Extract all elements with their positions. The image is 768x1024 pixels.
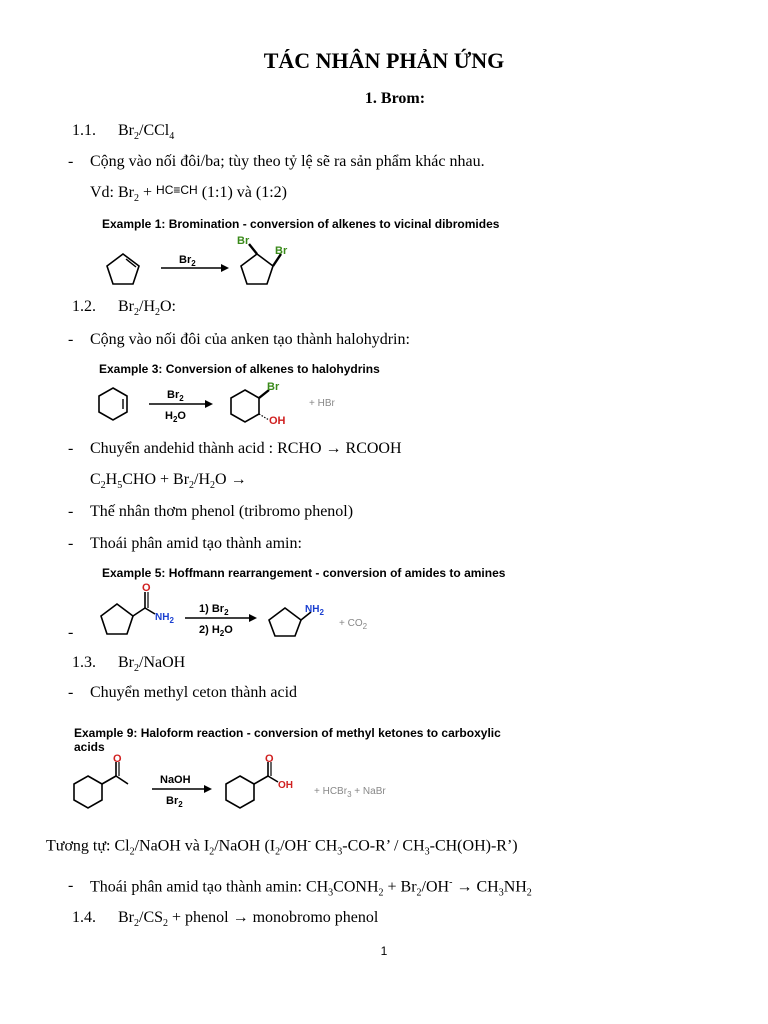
text-methyl-ceton: Chuyển methyl ceton thành acid (90, 684, 298, 701)
example-9-title-line2: acids (74, 740, 105, 754)
oh-label: OH (278, 780, 293, 791)
hash-bond (259, 414, 269, 420)
equation-andehid: $C_2H_5CHO + Br_2/H_2O$ → (90, 471, 247, 492)
text-amid-equation: Thoái phân amid tạo thành amin: $CH_3CONH_2 + Br_2/OH^- \to CH_3NH_2$ (90, 877, 532, 899)
step-2: 2) $H_2O$ (199, 624, 233, 638)
bullet-dash: - (68, 331, 74, 348)
bullet-dash: - (68, 684, 74, 701)
bullet-dash: - (68, 535, 74, 552)
bond-ring-carboxyl (254, 776, 268, 784)
bond-ring-carbonyl (133, 608, 145, 616)
br-label-2: Br (275, 245, 288, 257)
br-label-1: Br (237, 235, 250, 247)
text-andehid: Chuyển andehid thành acid : RCHO → RCOOH (90, 440, 402, 457)
bullet-dash: - (68, 624, 74, 641)
reagent-br2: $Br_2$ (167, 389, 184, 403)
example-3-scheme (95, 378, 355, 428)
page-number: 1 (380, 944, 388, 958)
o-label-acid: O (265, 754, 274, 765)
cyclopentyl-ring (101, 604, 133, 634)
cyclopentylamine-ring (269, 608, 301, 636)
arrow-head (221, 264, 229, 272)
example-5-title: Example 5: Hoffmann rearrangement - conversion of amides to amines (102, 566, 506, 580)
bond-c-n (145, 608, 155, 614)
section-1-2-reagent: $Br_2/H_2O$: (118, 298, 176, 319)
example-9-title-line1: Example 9: Haloform reaction - conversion of methyl ketones to carboxylic (74, 726, 501, 740)
bullet-dash: - (68, 440, 74, 457)
o-label-ketone: O (113, 754, 122, 765)
br-label: Br (267, 381, 280, 393)
section-1-4-reagent: $Br_2/CS_2$ + phenol → monobromo phenol (118, 909, 379, 930)
example-1-scheme (95, 232, 295, 294)
wedge-bond-1 (249, 244, 257, 254)
carboxyl-oh-bond (268, 776, 278, 782)
section-num-1-3: 1.3. (72, 654, 96, 671)
page-title: TÁC NHÂN PHẢN ỨNG (263, 48, 505, 73)
text-tuong-tu: Tương tự: $Cl_2$/NaOH và $I_2$/NaOH ($I_2/OH^-$ $CH_3-CO-R$’ / $CH_3-CH(OH)-R$’) (46, 836, 518, 858)
example-1-title: Example 1: Bromination - conversion of alkenes to vicinal dibromides (102, 217, 500, 231)
example-vd: Vd: $Br_2 + HC\equiv CH$ (1:1) và (1:2) (90, 183, 288, 205)
bond-ring-carbonyl (102, 776, 116, 784)
text-halohydrin: Cộng vào nối đôi của anken tạo thành halohydrin: (90, 331, 410, 348)
text-amid: Thoái phân amid tạo thành amin: (90, 535, 302, 552)
section-num-1-2: 1.2. (72, 298, 96, 315)
example-5-scheme (95, 582, 395, 640)
byproduct-co2: + $CO_2$ (339, 618, 368, 631)
section-heading-brom: 1. Brom: (364, 90, 426, 107)
nh2-label: $NH_2$ (155, 612, 174, 625)
oh-label: OH (269, 415, 286, 427)
example-9-scheme (68, 754, 408, 816)
example-3-title: Example 3: Conversion of alkenes to halohydrins (99, 362, 380, 376)
bullet-dash: - (68, 503, 74, 520)
nh2-product-label: $NH_2$ (305, 604, 324, 617)
section-num-1-4: 1.4. (72, 909, 96, 926)
section-1-3-reagent: $Br_2$/NaOH (118, 654, 186, 675)
dibromo-ring (241, 254, 273, 284)
reagent-label: $Br_2$ (179, 254, 196, 268)
methyl-bond (116, 776, 128, 784)
cyclohexyl-ring (74, 776, 102, 808)
halohydrin-ring (231, 390, 259, 422)
text-cong-doi-ba: Cộng vào nối đôi/ba; tùy theo tỷ lệ sẽ ra sản phẩm khác nhau. (90, 153, 485, 170)
reagent-h2o: $H_2O$ (165, 410, 186, 424)
text-phenol: Thế nhân thơm phenol (tribromo phenol) (90, 503, 354, 520)
bullet-dash: - (68, 153, 74, 170)
cyclopentene-ring (107, 254, 139, 284)
bullet-dash: - (68, 877, 74, 894)
arrow-head (249, 614, 257, 622)
reagent-naoh: NaOH (160, 774, 191, 786)
arrow-head (205, 400, 213, 408)
arrow-head (204, 785, 212, 793)
reagent-br2: $Br_2$ (166, 795, 183, 809)
o-label: O (142, 582, 151, 594)
cyclohexane-acid-ring (226, 776, 254, 808)
byproduct-hbr: + HBr (309, 398, 335, 409)
section-num-1-1: 1.1. (72, 122, 96, 139)
byproduct-hcbr3-nabr: + HCBr$_3$ + NaBr (314, 786, 386, 799)
step-1: 1) $Br_2$ (199, 603, 229, 617)
section-1-1-reagent: $Br_2/CCl_4$ (118, 122, 175, 143)
